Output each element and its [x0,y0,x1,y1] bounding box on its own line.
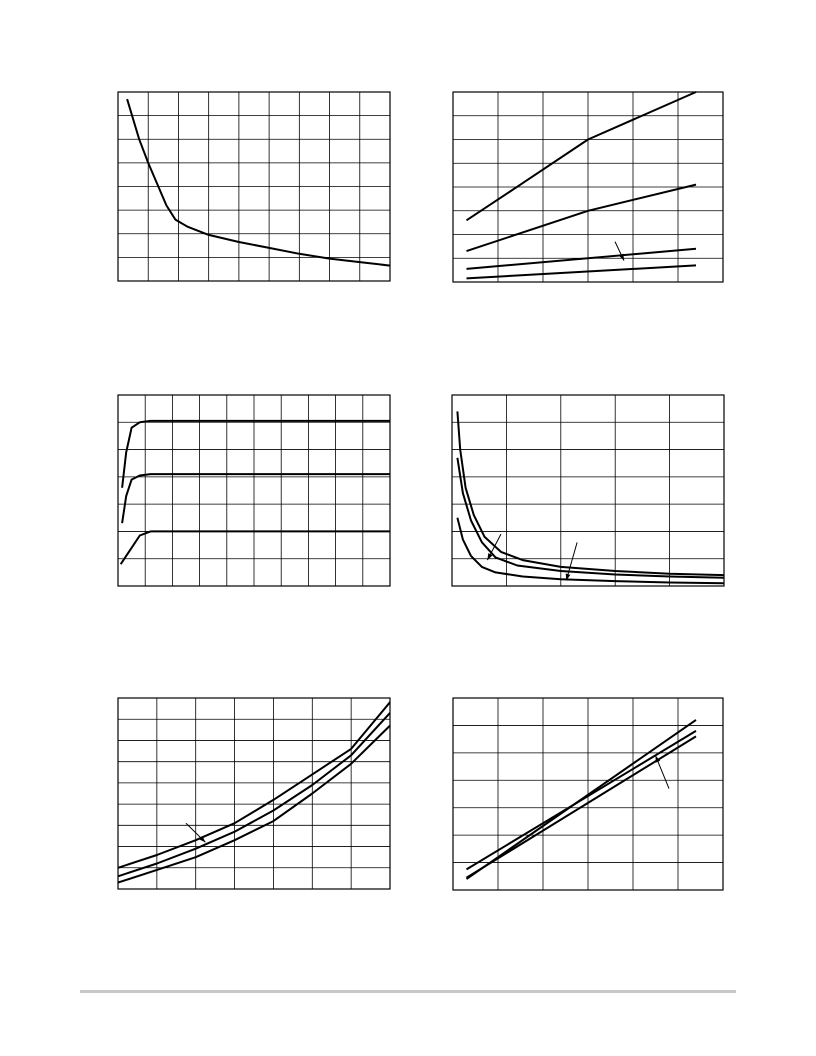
chart-2 [453,92,723,282]
chart-6 [453,698,723,890]
chart-3 [118,395,390,586]
chart-1 [118,92,390,281]
plot-area [452,395,724,586]
chart-5 [118,698,390,889]
plot-area [118,698,390,889]
footer-divider [80,990,736,993]
chart-4 [452,395,724,586]
